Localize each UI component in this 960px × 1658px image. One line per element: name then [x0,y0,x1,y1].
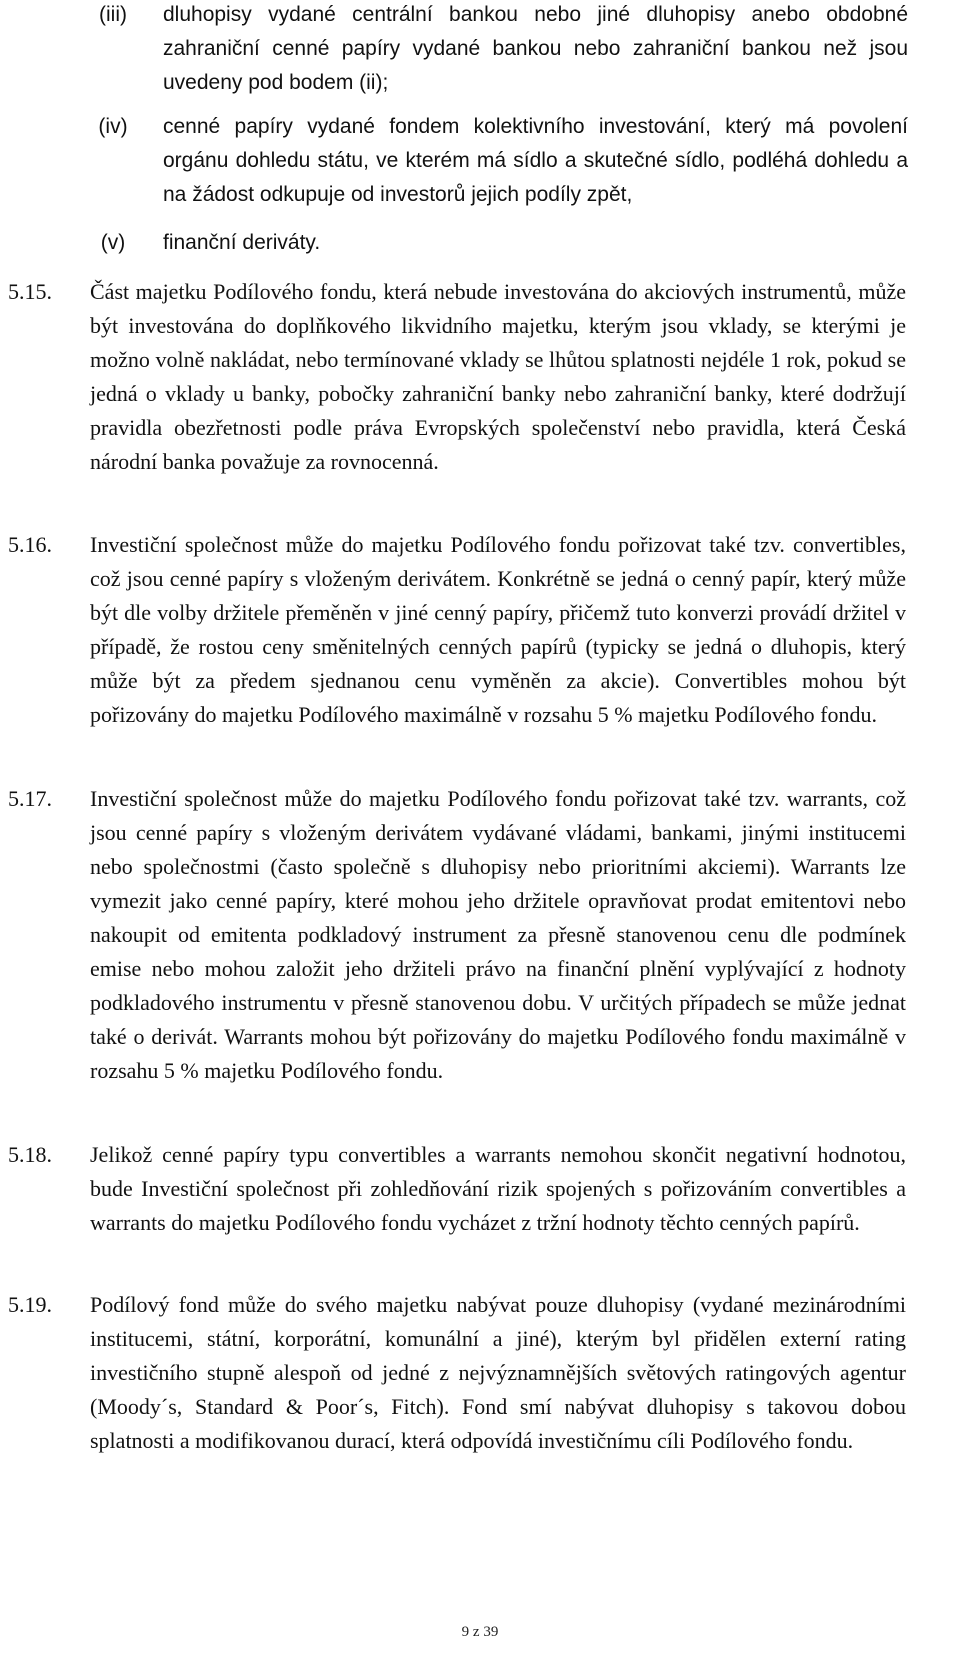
section-number: 5.18. [8,1142,52,1167]
list-item-label: (v) [100,231,126,254]
section-text: Část majetku Podílového fondu, která nebude investována do akciových instrumentů, může být investována do doplňkového likvidního majetku, kterým jsou vklady, se kterými je možno volně nakládat, nebo termínované vklady se lhůtou splatnosti nejdéle 1 rok, pokud se jedná o vklady u banky, pobočky zahraniční banky nebo zahraniční banky, které dodržují pravidla obezřetnosti podle práva Evropských společenství nebo pravidla, která Česká národní banka považuje za rovnocenná. [90,279,906,474]
section-text: Jelikož cenné papíry typu convertibles a warrants nemohou skončit negativní hodnotou, bude Investiční společnost při zohledňování rizik spojených s pořizováním convertibles a warrants do majetku Podílového fondu vycházet z tržní hodnoty těchto cenných papírů. [90,1142,906,1235]
list-item-text: cenné papíry vydané fondem kolektivního investování, který má povolení orgánu dohledu státu, ve kterém má sídlo a skutečné sídlo, podléhá dohledu a na žádost odkupuje od investorů jejich podíly zpět, [163,115,908,206]
page-number: 9 z 39 [461,1624,499,1640]
section-number: 5.17. [8,786,52,811]
section-number: 5.15. [8,279,52,304]
section-text: Podílový fond může do svého majetku nabývat pouze dluhopisy (vydané mezinárodními institucemi, státní, korporátní, komunální a jiné), kterým byl přidělen externí rating investičního stupně alespoň od jedné z nejvýznamnějších světových ratingových agentur (Moody´s, Standard & Poor´s, Fitch). Fond smí nabývat dluhopisy s takovou dobou splatnosti a modifikovanou durací, která odpovídá investičnímu cíli Podílového fondu. [90,1292,906,1453]
section-number: 5.19. [8,1292,52,1317]
list-item-label: (iv) [98,115,128,138]
section-text: Investiční společnost může do majetku Podílového fondu pořizovat také tzv. convertibles, což jsou cenné papíry s vloženým derivátem. Konkrétně se jedná o cenný papír, který může být dle volby držitele přeměněn v jiné cenný papíry, přičemž tuto konverzi provádí držitel v případě, že rostou ceny směnitelných cenných papírů (typicky se jedná o dluhopis, který může být za předem sjednanou cenu vyměněn za akcie). Convertibles mohou být pořizovány do majetku Podílového maximálně v rozsahu 5 % majetku Podílového fondu. [90,532,906,727]
section-text: Investiční společnost může do majetku Podílového fondu pořizovat také tzv. warrants, což jsou cenné papíry s vloženým derivátem vydávané vládami, bankami, jinými institucemi nebo společnostmi (často společně s dluhopisy nebo prioritními akciemi). Warrants lze vymezit jako cenné papíry, které mohou jeho držitele opravňovat prodat emitentovi nebo nakoupit od emitenta podkladový instrument za přesně stanovenou cenu dle podmínek emise nebo mohou založit jeho držiteli právo na finanční plnění vyplývající z hodnoty podkladového instrumentu v přesně stanovenou dobu. V určitých případech se může jednat také o derivát. Warrants mohou být pořizovány do majetku Podílového fondu maximálně v rozsahu 5 % majetku Podílového fondu. [90,786,906,1083]
list-item-text: dluhopisy vydané centrální bankou nebo jiné dluhopisy anebo obdobné zahraniční cenné papíry vydané bankou nebo zahraniční bankou než jsou uvedeny pod bodem (ii); [163,3,908,94]
section-number: 5.16. [8,532,52,557]
list-item-label: (iii) [99,3,127,26]
list-item-text: finanční deriváty. [163,231,321,254]
